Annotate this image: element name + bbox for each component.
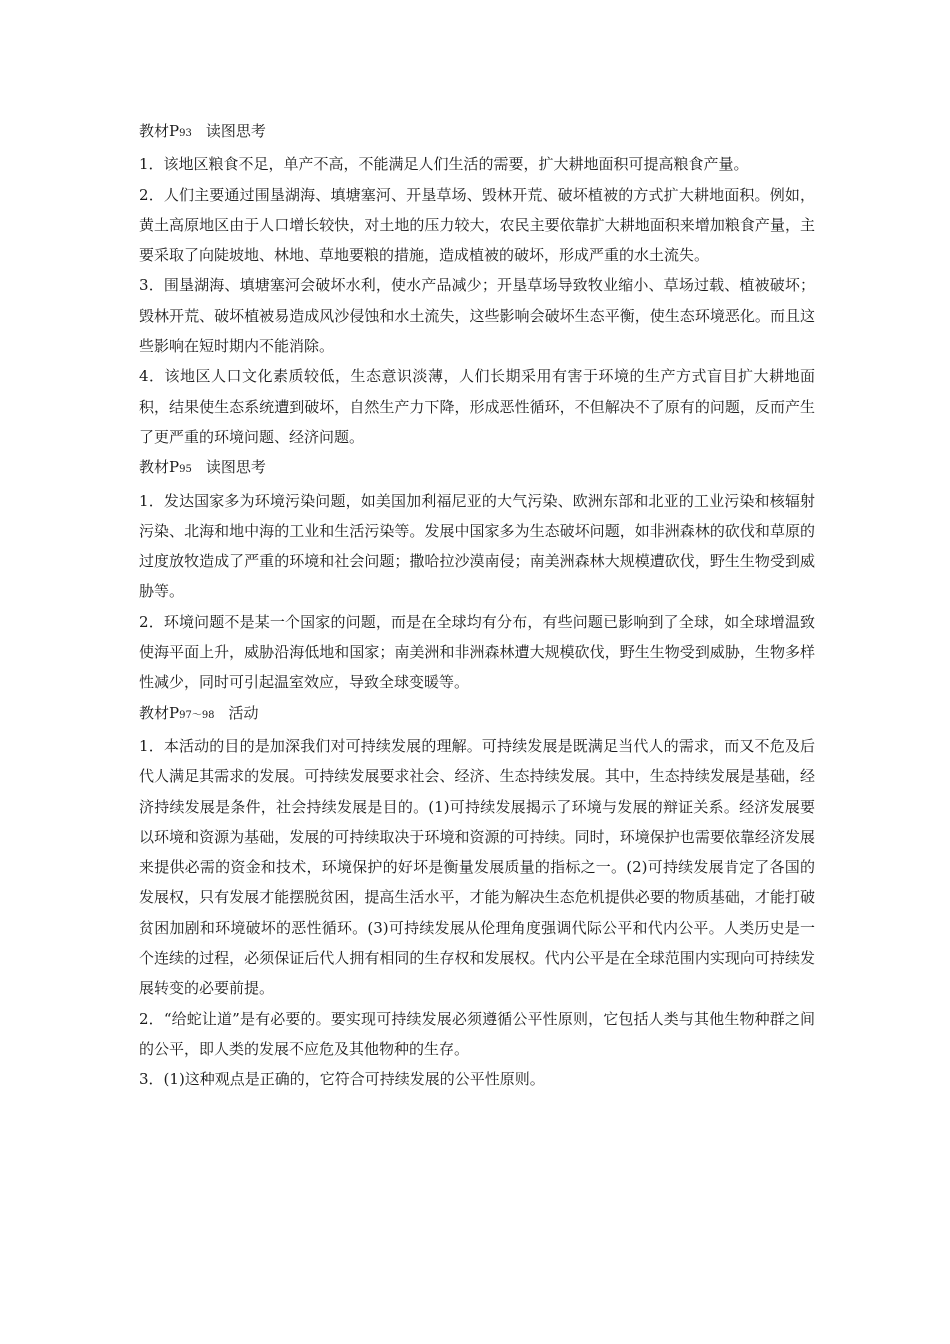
answer-paragraph: 1．发达国家多为环境污染问题，如美国加利福尼亚的大气污染、欧洲东部和北亚的工业污染和核辐射污染、北海和地中海的工业和生活污染等。发展中国家多为生态破坏问题，如非洲森林的砍伐和草原的过度放牧造成了严重的环境和社会问题；撒哈拉沙漠南侵；南美洲森林大规模遭砍伐，野生生物受到威胁等。 — [139, 491, 815, 601]
answer-paragraph: 4．该地区人口文化素质较低，生态意识淡薄，人们长期采用有害于环境的生产方式盲目扩大耕地面积，结果使生态系统遭到破坏，自然生产力下降，形成恶性循环，不但解决不了原有的问题，反而产生了更严重的环境问题、经济问题。 — [139, 367, 815, 446]
heading-title: 活动 — [228, 703, 259, 722]
answer-paragraph: 1．本活动的目的是加深我们对可持续发展的理解。可持续发展是既满足当代人的需求，而又不危及后代人满足其需求的发展。可持续发展要求社会、经济、生态持续发展。其中，生态持续发展是基础，经济持续发展是条件，社会持续发展是目的。(1)可持续发展揭示了环境与发展的辩证关系。经济发展要以环境和资源为基础，发展的可持续取决于环境和资源的可持续。同时，环境保护也需要依靠经济发展来提供必需的资金和技术，环境保护的好坏是衡量发展质量的指标之一。(2)可持续发展肯定了各国的发展权，只有发展才能摆脱贫困，提高生活水平，才能为解决生态危机提供必要的物质基础，才能打破贫困加剧和环境破坏的恶性循环。(3)可持续发展从伦理角度强调代际公平和代内公平。人类历史是一个连续的过程，必须保证后代人拥有相同的生存权和发展权。代内公平是在全球范围内实现向可持续发展转变的必要前提。 — [139, 736, 815, 998]
heading-title: 读图思考 — [205, 458, 266, 477]
heading-prefix: 教材P — [139, 703, 180, 722]
section-heading — [139, 452, 815, 485]
section-heading — [139, 116, 815, 149]
answer-paragraph: 2．人们主要通过围垦湖海、填塘塞河、开垦草场、毁林开荒、破坏植被的方式扩大耕地面积。例如，黄土高原地区由于人口增长较快，对土地的压力较大，农民主要依靠扩大耕地面积来增加粮食产量，主要采取了向陡坡地、林地、草地要粮的措施，造成植被的破坏，形成严重的水土流失。 — [139, 185, 815, 265]
document-page — [139, 116, 815, 1095]
heading-page-number: 95 — [179, 464, 192, 476]
heading-page-number: 93 — [179, 128, 192, 139]
answer-paragraph: 2．环境问题不是某一个国家的问题，而是在全球均有分布，有些问题已影响到了全球，如全球增温致使海平面上升，威胁沿海低地和国家；南美洲和非洲森林遭大规模砍伐，野生生物受到威胁，生物多样性减少，同时可引起温室效应，导致全球变暖等。 — [139, 612, 815, 692]
heading-title: 读图思考 — [205, 122, 266, 140]
answer-paragraph: 2．“给蛇让道”是有必要的。要实现可持续发展必须遵循公平性原则，它包括人类与其他生物种群之间的公平，即人类的发展不应危及其他物种的生存。 — [139, 1009, 815, 1058]
section-heading — [139, 698, 815, 731]
answer-paragraph: 3．围垦湖海、填塘塞河会破坏水利，使水产品减少；开垦草场导致牧业缩小、草场过载、植被破坏；毁林开荒、破坏植被易造成风沙侵蚀和水土流失，这些影响会破坏生态平衡，使生态环境恶化。而且这些影响在短时期内不能消除。 — [139, 276, 815, 356]
answer-paragraph: 1．该地区粮食不足，单产不高，不能满足人们生活的需要，扩大耕地面积可提高粮食产量。 — [139, 155, 749, 174]
heading-prefix: 教材P — [139, 122, 180, 140]
heading-page-number: 97～98 — [179, 709, 215, 721]
heading-prefix: 教材P — [139, 458, 180, 477]
answer-paragraph: 3．(1)这种观点是正确的，它符合可持续发展的公平性原则。 — [139, 1070, 545, 1089]
